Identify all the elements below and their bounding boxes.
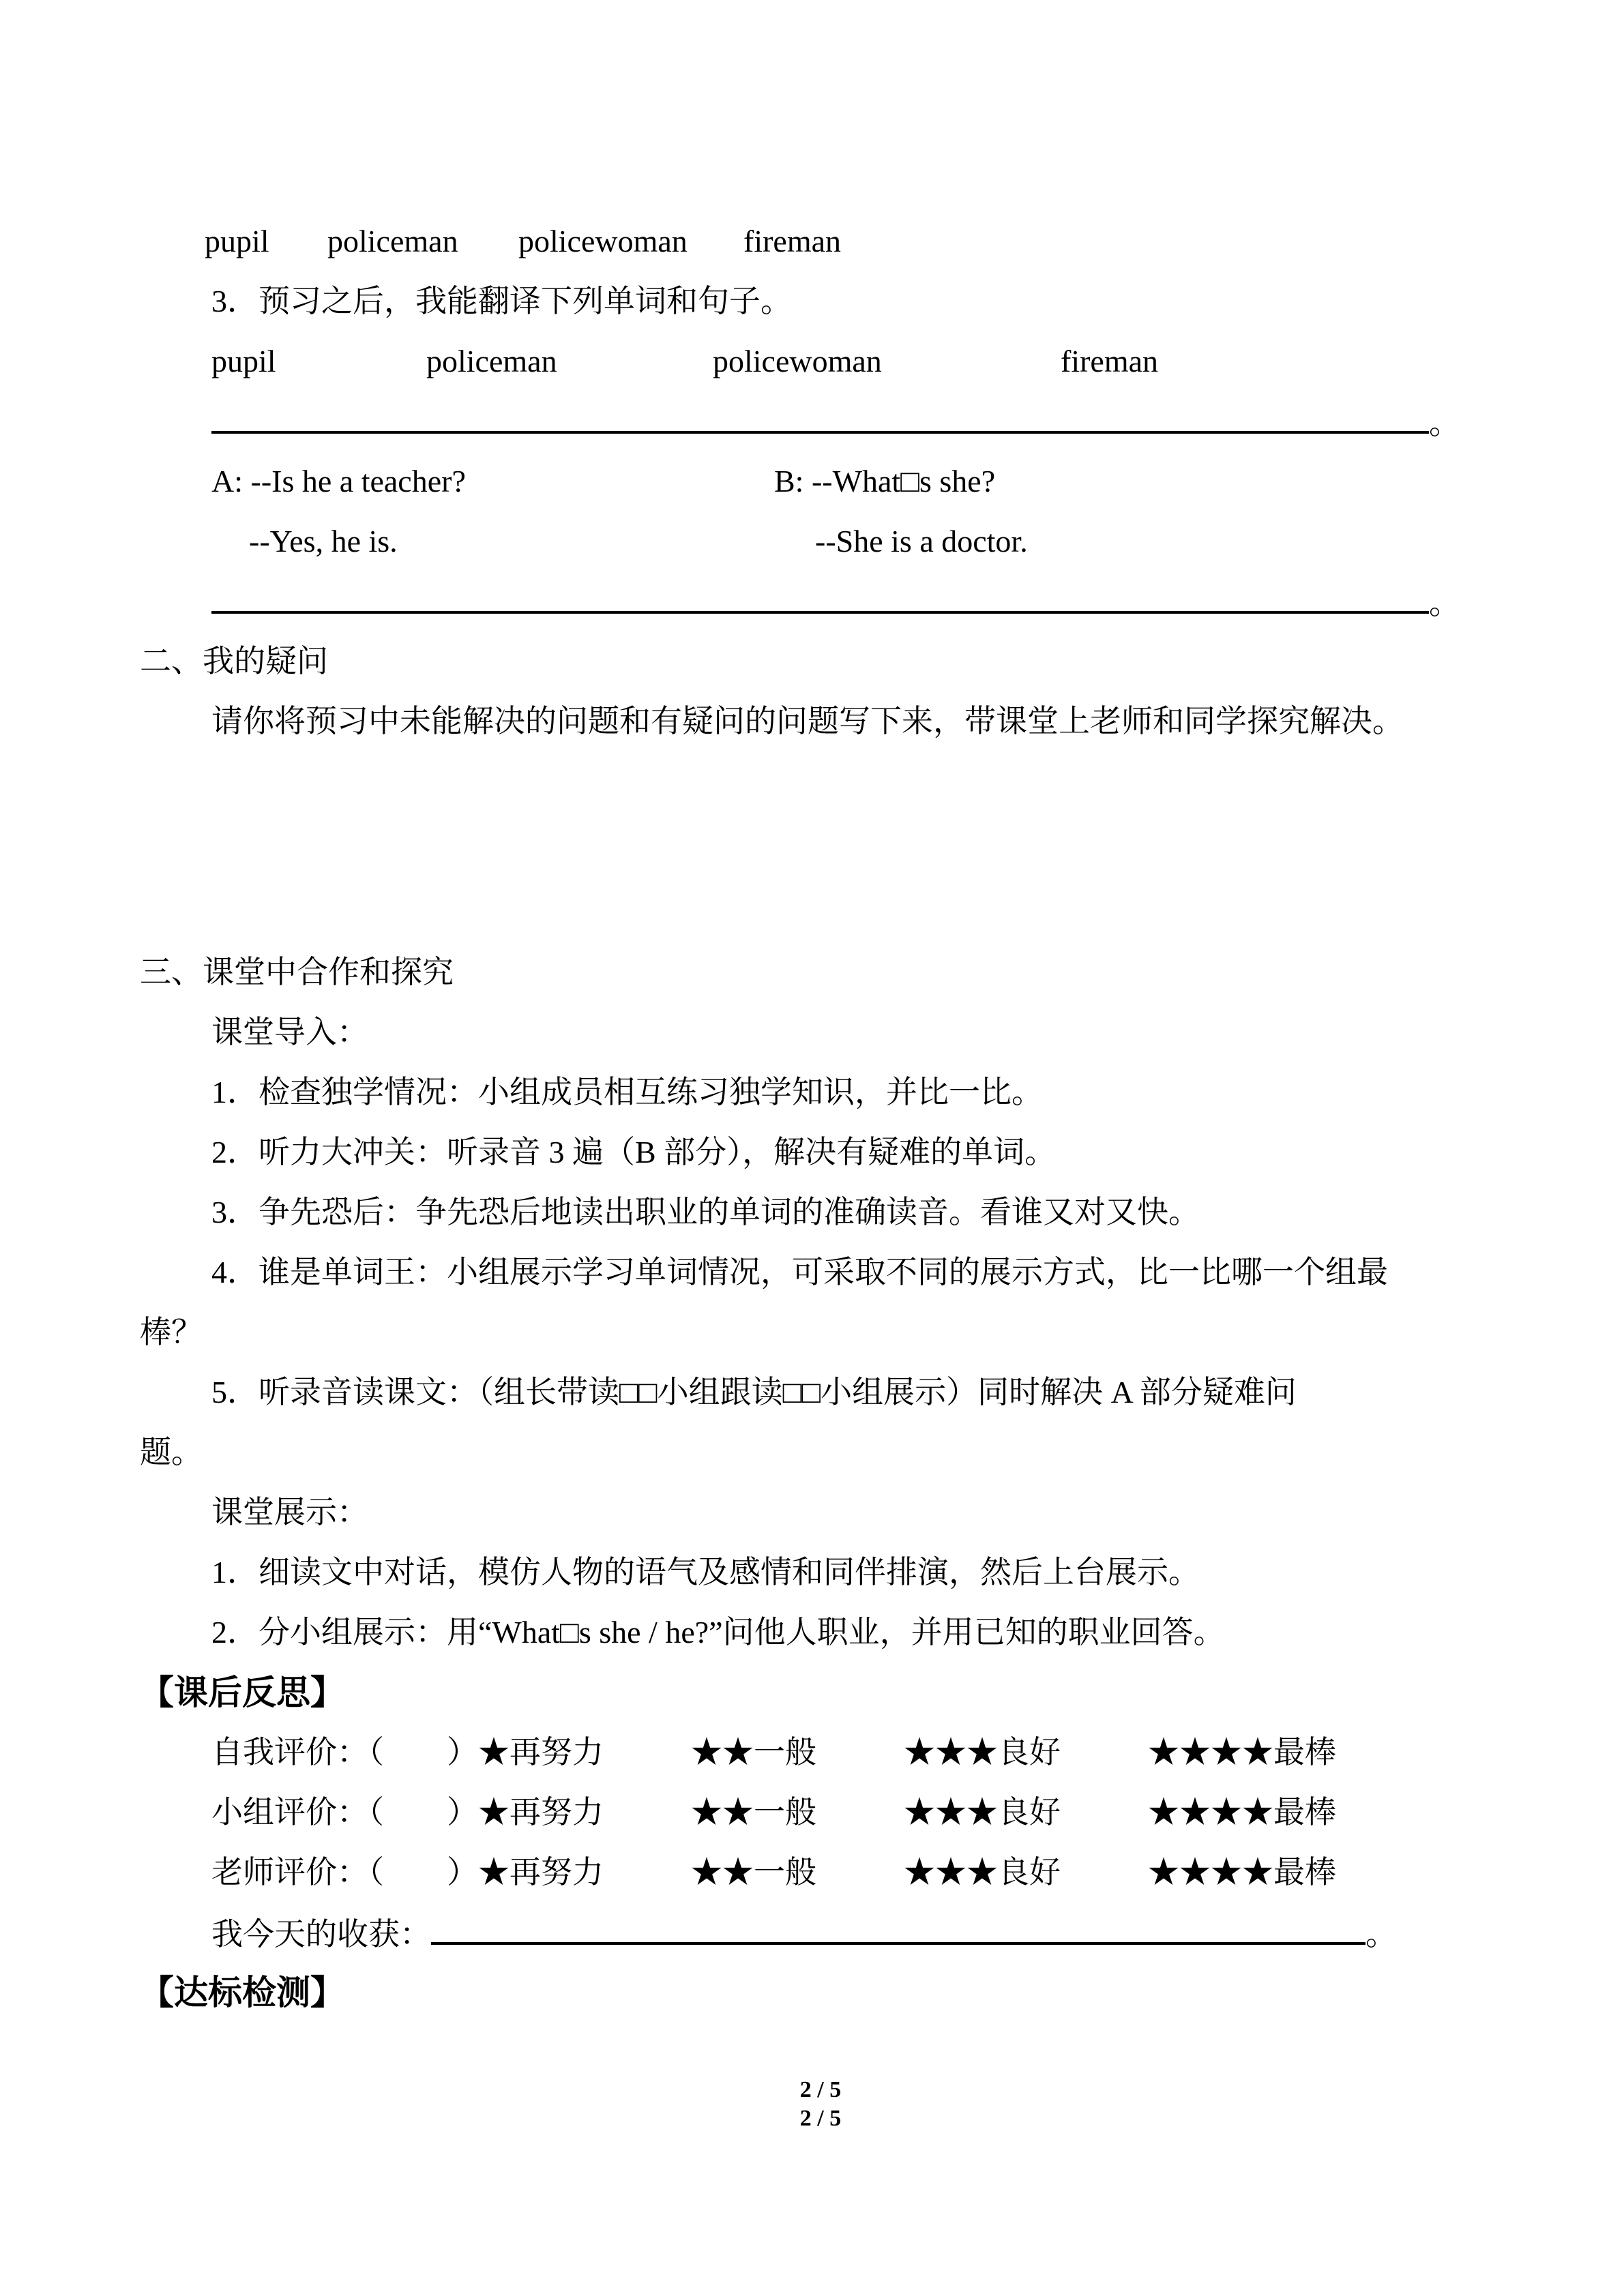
lead-in-item-4-line-2: 棒？: [140, 1315, 203, 1350]
star-icon: ★★★: [904, 1795, 998, 1830]
section-two-heading: 二、我的疑问: [140, 644, 328, 679]
show-item-1: 1．细读文中对话，模仿人物的语气及感情和同伴排演，然后上台展示。: [211, 1555, 1200, 1590]
star-icon: ★: [478, 1735, 510, 1770]
star-icon: ★: [478, 1855, 510, 1890]
vocab-word: pupil: [211, 344, 276, 378]
write-in-blank: [211, 571, 1429, 614]
answer-blank-line-2: [140, 571, 1501, 631]
eval-label: 老师评价：: [211, 1855, 368, 1890]
star-scale-1: ★再努力: [478, 1735, 604, 1770]
write-in-space: [140, 751, 1501, 942]
star-icon: ★★★★: [1148, 1735, 1273, 1770]
dialogue-a-answer: --Yes, he is.: [249, 524, 398, 558]
show-item-2: 2．分小组展示：用“What□s she / he?”问他人职业，并用已知的职业回答。: [211, 1615, 1225, 1650]
star-scale-4: ★★★★最棒: [1148, 1735, 1336, 1770]
full-stop: 。: [1429, 586, 1460, 621]
page-footer: [140, 2076, 1501, 2133]
preview-item-3: 3．预习之后，我能翻译下列单词和句子。: [211, 284, 792, 318]
star-icon: ★★★★: [1148, 1795, 1273, 1830]
vocab-word: policewoman: [518, 224, 688, 258]
star-icon: ★★★★: [1148, 1855, 1273, 1890]
eval-label: 自我评价：: [211, 1735, 368, 1770]
eval-paren: （ ）: [368, 1795, 478, 1830]
vocab-word: policewoman: [713, 344, 882, 378]
star-scale-1: ★再努力: [478, 1795, 604, 1830]
dialogue-a-question: A: --Is he a teacher?: [211, 464, 466, 498]
dialogue-answers-row: [140, 511, 1501, 571]
lead-in-item-2: 2．听力大冲关：听录音 3 遍（B 部分），解决有疑难的单词。: [211, 1135, 1057, 1169]
dialogue-b-question: B: --What□s she?: [774, 464, 996, 498]
vocab-word: policeman: [426, 344, 557, 378]
vocab-word: policeman: [327, 224, 458, 258]
star-scale-3: ★★★良好: [904, 1795, 1061, 1830]
full-stop: 。: [1365, 1917, 1397, 1952]
eval-row-self: [140, 1723, 1501, 1783]
full-stop: 。: [1429, 406, 1460, 441]
star-scale-2: ★★一般: [691, 1735, 816, 1770]
gain-label: 我今天的收获：: [211, 1917, 431, 1952]
page-number: 2 / 5: [799, 2106, 842, 2131]
show-label: 课堂展示：: [211, 1495, 368, 1530]
dialogue-b-answer: --She is a doctor.: [815, 524, 1028, 558]
lead-in-item-5-line-1: 5．听录音读课文：（组长带读□□小组跟读□□小组展示）同时解决 A 部分疑难问: [211, 1375, 1297, 1410]
star-icon: ★★: [691, 1855, 754, 1890]
star-icon: ★★★: [904, 1735, 998, 1770]
star-scale-2: ★★一般: [691, 1795, 816, 1830]
answer-blank-line-1: [140, 391, 1501, 451]
eval-label: 小组评价：: [211, 1795, 368, 1830]
lead-in-item-1: 1．检查独学情况：小组成员相互练习独学知识，并比一比。: [211, 1075, 1043, 1109]
vocab-word: pupil: [205, 224, 269, 258]
star-scale-1: ★再努力: [478, 1855, 604, 1890]
write-in-blank: [431, 1903, 1365, 1945]
star-icon: ★★★: [904, 1855, 998, 1890]
lead-in-item-5-line-2: 题。: [140, 1435, 203, 1470]
vocab-row-1: [140, 211, 1501, 271]
eval-row-group: [140, 1783, 1501, 1843]
vocab-row-2: [140, 331, 1501, 391]
lead-in-item-4-line-1: 4．谁是单词王：小组展示学习单词情况，可采取不同的展示方式，比一比哪一个组最: [211, 1255, 1388, 1289]
star-scale-4: ★★★★最棒: [1148, 1855, 1336, 1890]
eval-paren: （ ）: [368, 1855, 478, 1890]
assessment-heading: 【达标检测】: [140, 1973, 344, 2012]
star-icon: ★: [478, 1795, 510, 1830]
page-number: 2 / 5: [799, 2077, 842, 2102]
dialogue-questions-row: [140, 451, 1501, 511]
star-icon: ★★: [691, 1735, 754, 1770]
star-icon: ★★: [691, 1795, 754, 1830]
star-scale-4: ★★★★最棒: [1148, 1795, 1336, 1830]
star-scale-2: ★★一般: [691, 1855, 816, 1890]
eval-paren: （ ）: [368, 1735, 478, 1770]
vocab-word: fireman: [1061, 344, 1159, 378]
lead-in-label: 课堂导入：: [211, 1015, 368, 1049]
star-scale-3: ★★★良好: [904, 1855, 1061, 1890]
star-scale-3: ★★★良好: [904, 1735, 1061, 1770]
section-two-instruction: 请你将预习中未能解决的问题和有疑问的问题写下来，带课堂上老师和同学探究解决。: [211, 704, 1404, 739]
eval-row-teacher: [140, 1843, 1501, 1903]
section-three-heading: 三、课堂中合作和探究: [140, 955, 454, 989]
write-in-blank: [211, 391, 1429, 434]
vocab-word: fireman: [743, 224, 842, 258]
gain-line: [140, 1903, 1501, 1963]
lead-in-item-3: 3．争先恐后：争先恐后地读出职业的单词的准确读音。看谁又对又快。: [211, 1195, 1200, 1229]
reflection-heading: 【课后反思】: [140, 1673, 344, 1712]
